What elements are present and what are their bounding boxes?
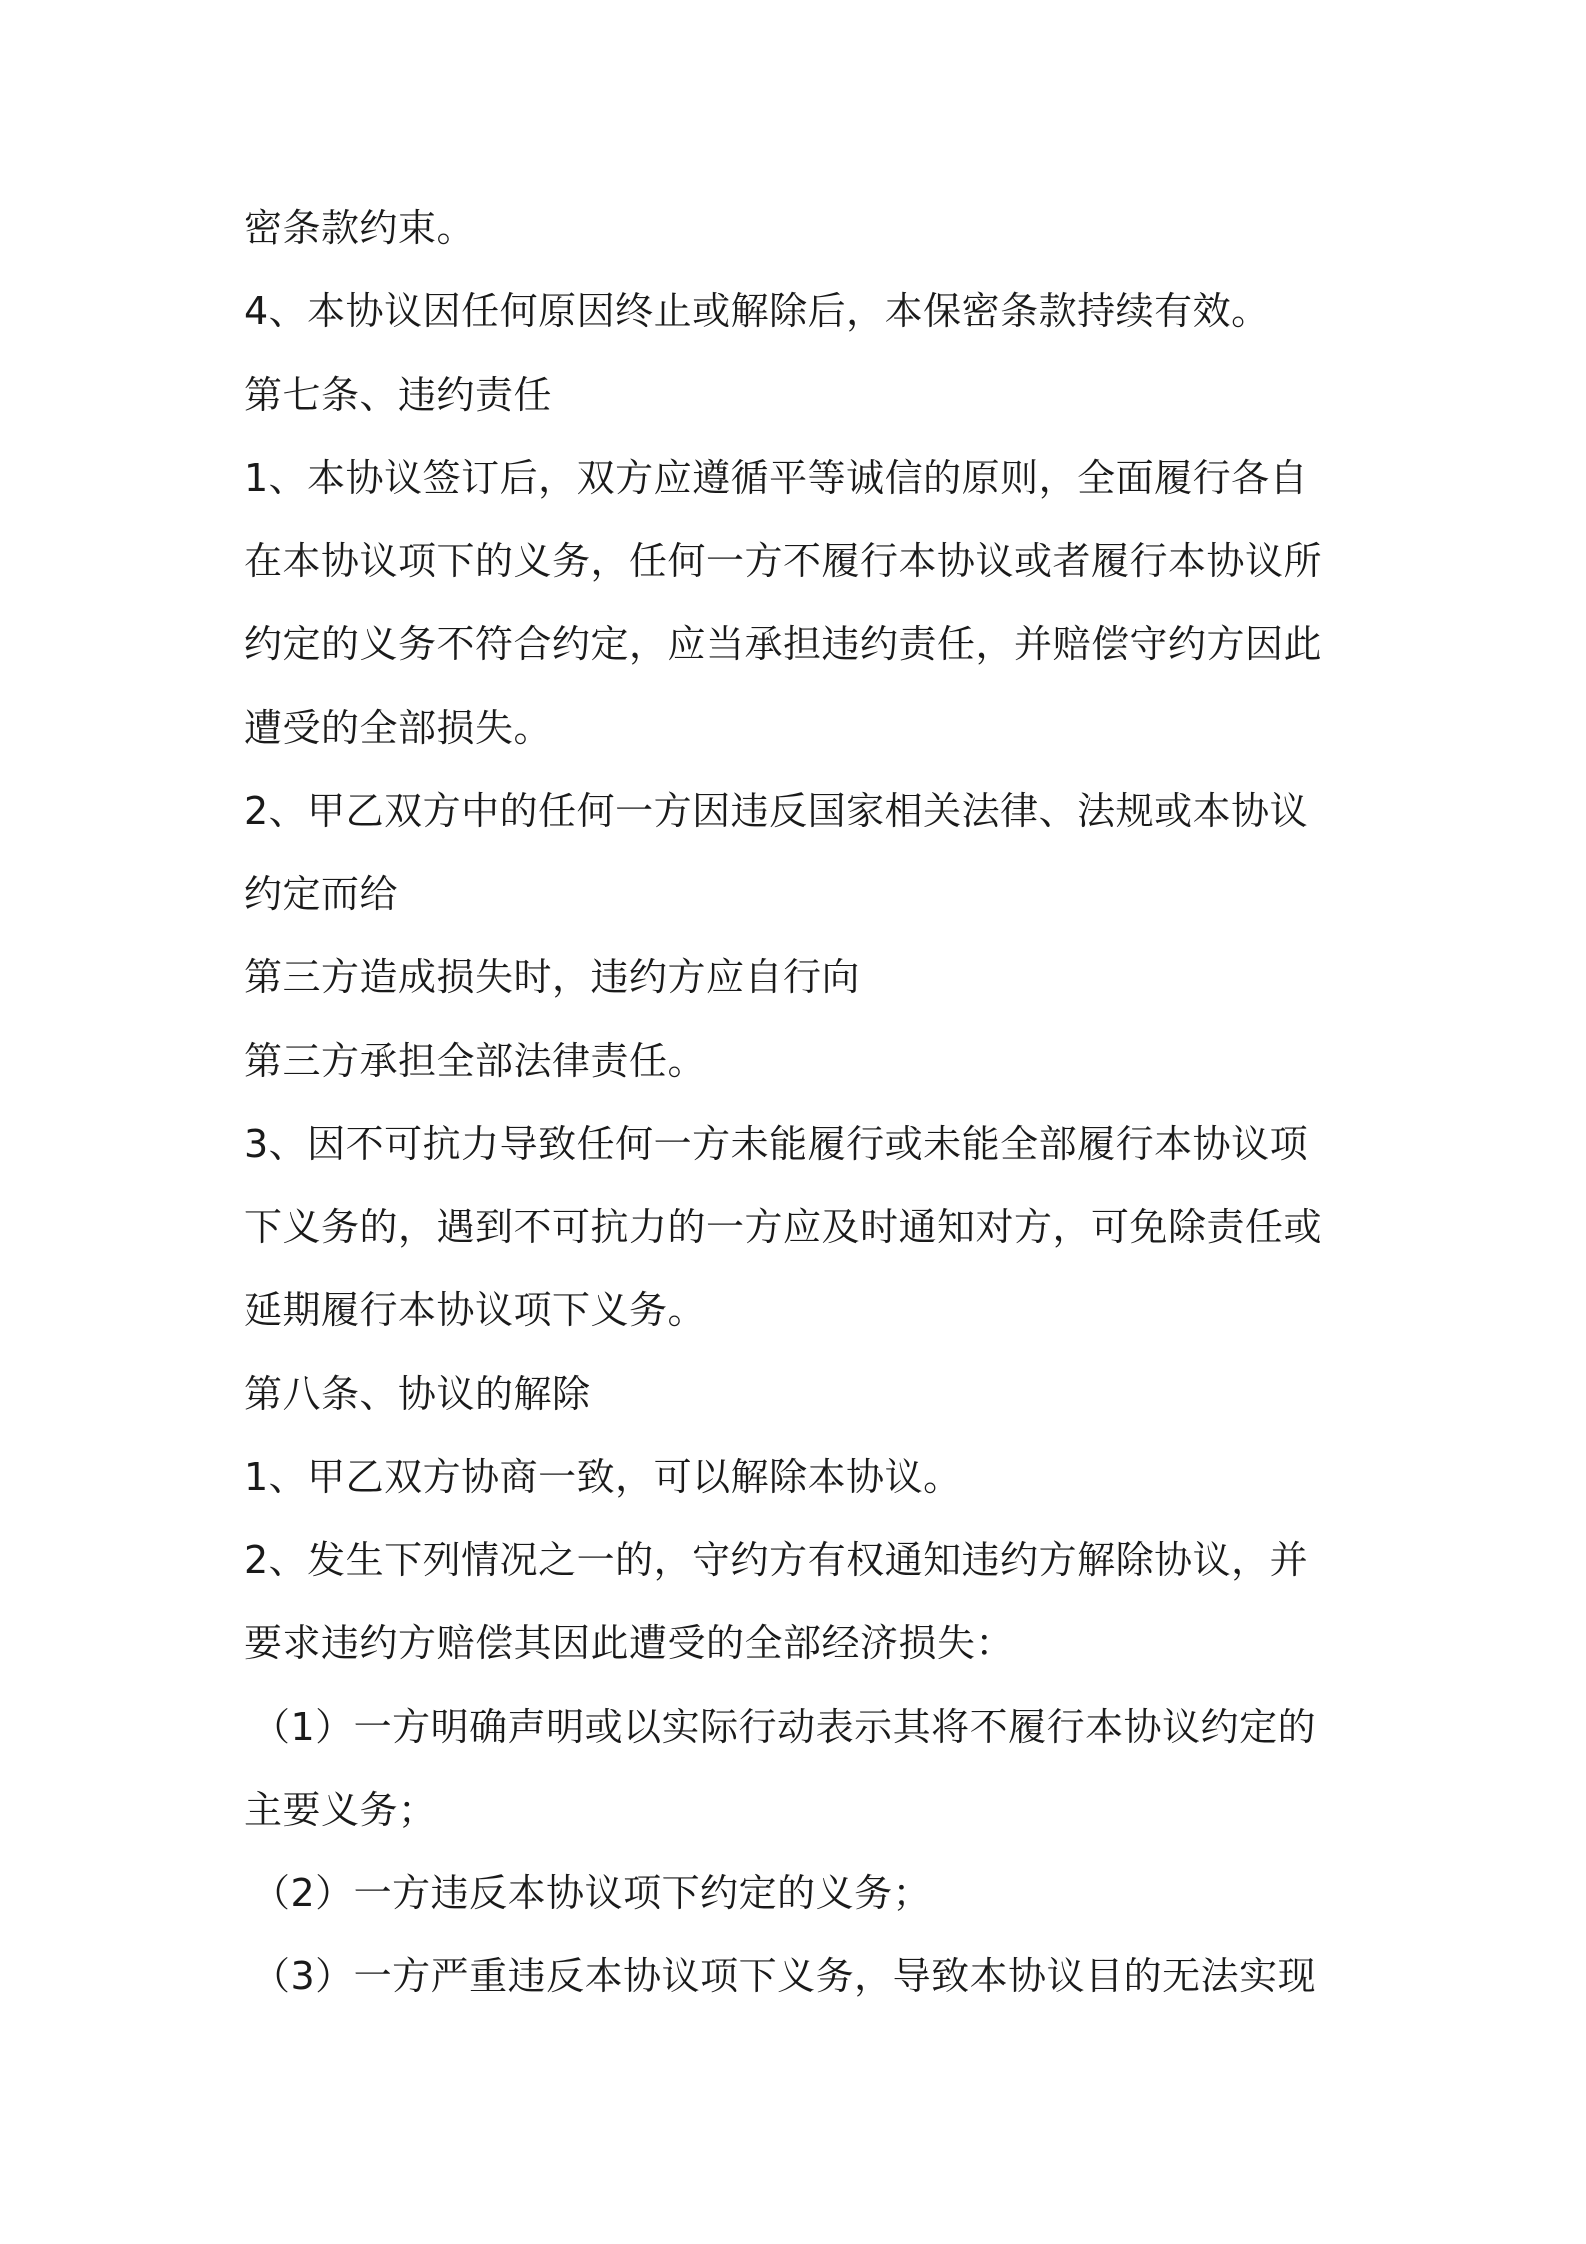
text-line: 要求违约方赔偿其因此遭受的全部经济损失：	[244, 1621, 1015, 1665]
text-line: 1、本协议签订后，双方应遵循平等诚信的原则，全面履行各自	[244, 456, 1309, 500]
text-line: 密条款约束。	[244, 206, 476, 250]
text-line: 1、甲乙双方协商一致，可以解除本协议。	[244, 1455, 962, 1499]
text-line: 在本协议项下的义务，任何一方不履行本协议或者履行本协议所	[244, 539, 1323, 583]
text-line: 约定的义务不符合约定，应当承担违约责任，并赔偿守约方因此	[244, 622, 1323, 666]
text-line: （3）一方严重违反本协议项下义务，导致本协议目的无法实现	[252, 1954, 1317, 1998]
text-line: （2）一方违反本协议项下约定的义务；	[252, 1871, 932, 1915]
text-line: 下义务的，遇到不可抗力的一方应及时通知对方，可免除责任或	[244, 1205, 1323, 1249]
text-line: 第三方承担全部法律责任。	[244, 1039, 707, 1083]
text-line: 延期履行本协议项下义务。	[244, 1288, 707, 1332]
section-heading: 第八条、协议的解除	[244, 1372, 591, 1416]
text-line: 约定而给	[244, 872, 399, 916]
text-line: 2、甲乙双方中的任何一方因违反国家相关法律、法规或本协议	[244, 789, 1309, 833]
text-line: 2、发生下列情况之一的，守约方有权通知违约方解除协议，并	[244, 1538, 1309, 1582]
text-line: （1）一方明确声明或以实际行动表示其将不履行本协议约定的	[252, 1705, 1317, 1749]
text-line: 第三方造成损失时，违约方应自行向	[244, 955, 861, 999]
text-line: 主要义务；	[244, 1788, 437, 1832]
text-line: 4、本协议因任何原因终止或解除后，本保密条款持续有效。	[244, 289, 1270, 333]
text-line: 3、因不可抗力导致任何一方未能履行或未能全部履行本协议项	[244, 1122, 1309, 1166]
text-line: 遭受的全部损失。	[244, 706, 553, 750]
section-heading: 第七条、违约责任	[244, 373, 553, 417]
